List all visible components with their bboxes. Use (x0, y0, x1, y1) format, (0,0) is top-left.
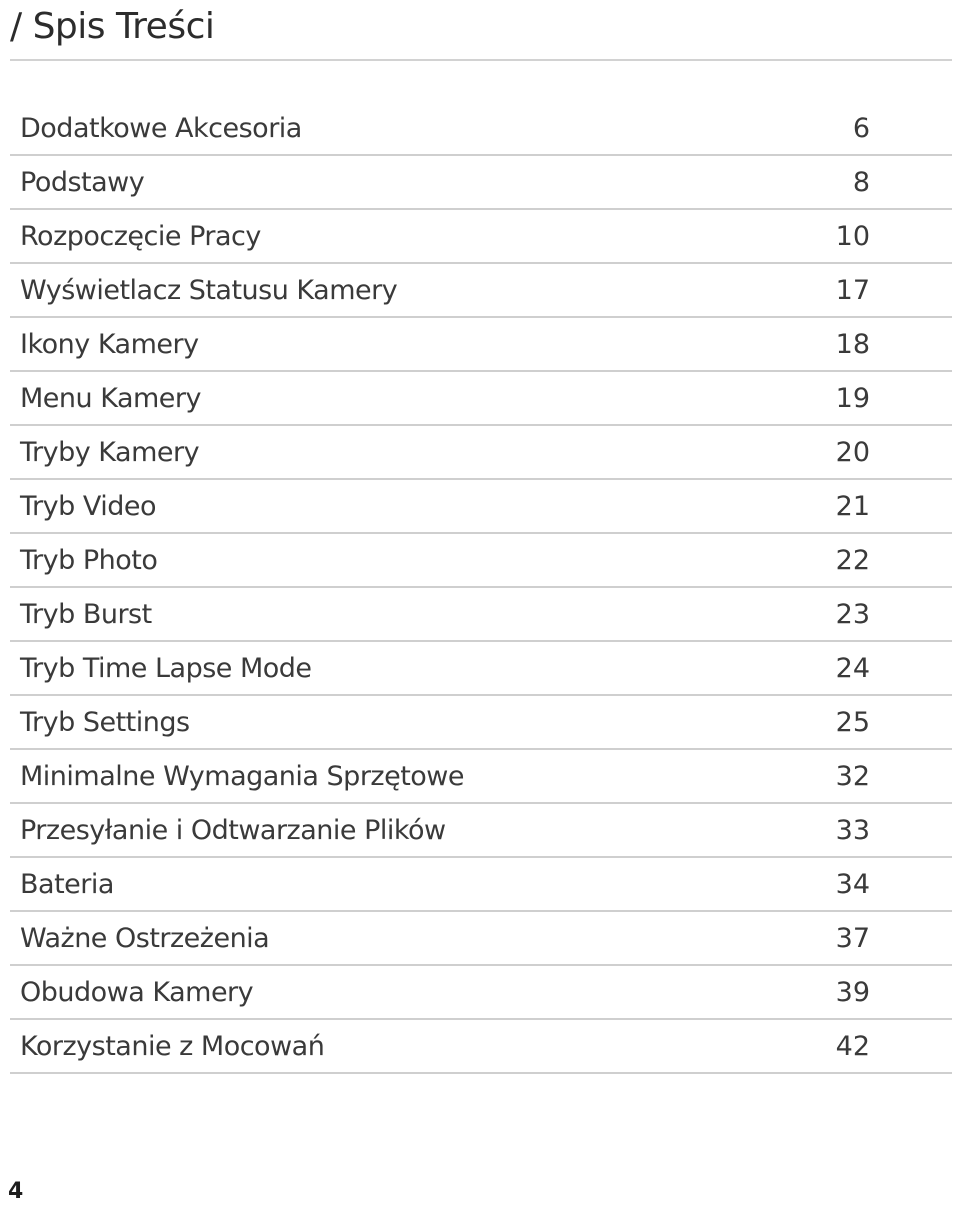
toc-entry[interactable] (10, 480, 952, 534)
table-of-contents (10, 102, 952, 1074)
toc-entry-page: 33 (835, 815, 870, 846)
toc-entry[interactable] (10, 858, 952, 912)
toc-entry[interactable] (10, 588, 952, 642)
toc-entry-page: 18 (835, 329, 870, 360)
page-number: 4 (8, 1179, 24, 1204)
toc-entry-label: Podstawy (20, 167, 145, 198)
toc-entry[interactable] (10, 534, 952, 588)
toc-entry-page: 6 (852, 113, 870, 144)
toc-entry[interactable] (10, 1020, 952, 1074)
toc-entry[interactable] (10, 804, 952, 858)
page-title: / Spis Treści (10, 6, 215, 47)
toc-entry[interactable] (10, 966, 952, 1020)
toc-entry-page: 22 (835, 545, 870, 576)
toc-entry-label: Tryb Photo (20, 545, 158, 576)
toc-entry[interactable] (10, 372, 952, 426)
toc-entry[interactable] (10, 102, 952, 156)
toc-entry-page: 21 (835, 491, 870, 522)
toc-entry-page: 23 (835, 599, 870, 630)
toc-entry-label: Ważne Ostrzeżenia (20, 923, 270, 954)
toc-entry[interactable] (10, 912, 952, 966)
toc-entry[interactable] (10, 426, 952, 480)
toc-entry-label: Korzystanie z Mocowań (20, 1031, 325, 1062)
toc-entry-label: Tryby Kamery (20, 437, 200, 468)
toc-entry[interactable] (10, 642, 952, 696)
toc-entry-page: 42 (835, 1031, 870, 1062)
toc-entry-page: 19 (835, 383, 870, 414)
toc-entry-label: Tryb Burst (20, 599, 152, 630)
title-divider (10, 59, 952, 61)
toc-entry[interactable] (10, 696, 952, 750)
toc-entry-page: 17 (835, 275, 870, 306)
toc-entry-page: 20 (835, 437, 870, 468)
toc-entry-label: Menu Kamery (20, 383, 201, 414)
toc-entry-page: 37 (835, 923, 870, 954)
toc-entry[interactable] (10, 210, 952, 264)
toc-entry-page: 32 (835, 761, 870, 792)
toc-entry-page: 39 (835, 977, 870, 1008)
toc-entry[interactable] (10, 750, 952, 804)
toc-entry-label: Tryb Settings (20, 707, 190, 738)
toc-entry-page: 25 (835, 707, 870, 738)
toc-entry-label: Obudowa Kamery (20, 977, 254, 1008)
toc-entry-page: 34 (835, 869, 870, 900)
toc-entry-page: 10 (835, 221, 870, 252)
toc-entry-label: Przesyłanie i Odtwarzanie Plików (20, 815, 446, 846)
toc-entry-page: 8 (852, 167, 870, 198)
toc-entry-label: Ikony Kamery (20, 329, 199, 360)
toc-entry-label: Tryb Time Lapse Mode (20, 653, 312, 684)
toc-entry-label: Tryb Video (20, 491, 156, 522)
toc-entry-label: Rozpoczęcie Pracy (20, 221, 261, 252)
toc-entry-label: Bateria (20, 869, 114, 900)
toc-entry[interactable] (10, 318, 952, 372)
toc-entry[interactable] (10, 264, 952, 318)
toc-entry-page: 24 (835, 653, 870, 684)
toc-entry[interactable] (10, 156, 952, 210)
toc-entry-label: Dodatkowe Akcesoria (20, 113, 302, 144)
toc-entry-label: Wyświetlacz Statusu Kamery (20, 275, 398, 306)
toc-entry-label: Minimalne Wymagania Sprzętowe (20, 761, 464, 792)
